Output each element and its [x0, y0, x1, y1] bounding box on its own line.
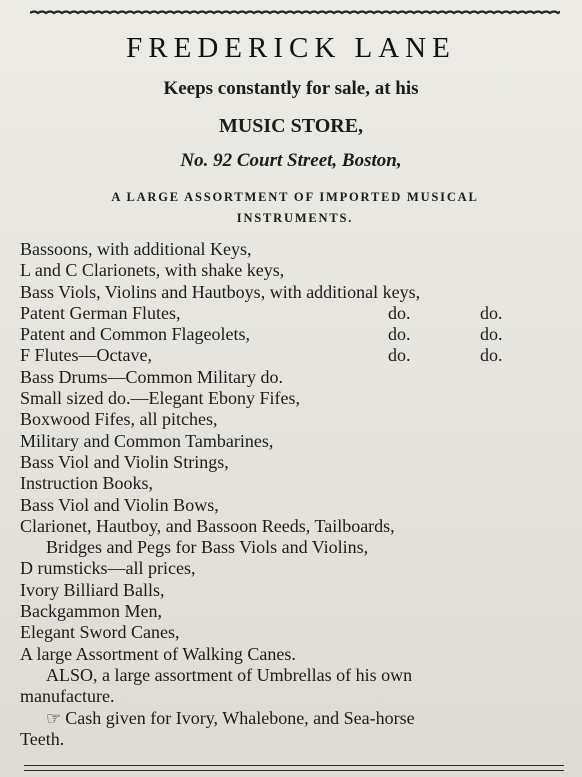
- list-item: Bass Viol and Violin Strings,: [20, 451, 229, 472]
- ditto-mark: do.: [388, 345, 411, 366]
- store-owner-title: FREDERICK LANE: [126, 32, 456, 64]
- list-item: A large Assortment of Walking Canes.: [20, 643, 296, 664]
- also-note-line-1: ALSO, a large assortment of Umbrellas of his own: [46, 664, 413, 685]
- headline-line-2: INSTRUMENTS.: [236, 211, 354, 225]
- list-item: Bassoons, with additional Keys,: [20, 239, 252, 259]
- ditto-mark: do.: [480, 302, 503, 323]
- list-item: Elegant Sword Canes,: [20, 622, 180, 643]
- also-note-line-2: manufacture.: [20, 686, 115, 707]
- list-item: [20, 303, 568, 324]
- headline-line-1: A LARGE ASSORTMENT OF IMPORTED MUSICAL: [111, 190, 479, 204]
- item-text: Patent German Flutes,: [20, 302, 181, 323]
- list-item: Backgammon Men,: [20, 601, 162, 622]
- item-text: F Flutes—Octave,: [20, 345, 152, 366]
- list-item: Clarionet, Hautboy, and Bassoon Reeds, Tailboards,: [20, 515, 395, 536]
- list-item: Ivory Billiard Balls,: [20, 579, 165, 600]
- wavy-top-border: [30, 7, 560, 19]
- store-name: MUSIC STORE,: [218, 115, 364, 137]
- ditto-mark: do.: [480, 324, 503, 345]
- list-item: D rumsticks—all prices,: [20, 558, 196, 579]
- ditto-mark: do.: [388, 302, 411, 323]
- cash-note-line-1: [20, 708, 568, 729]
- list-item: Bass Viol and Violin Bows,: [20, 494, 219, 515]
- cash-note-line-2: Teeth.: [20, 728, 65, 749]
- assortment-headline: [40, 187, 550, 229]
- list-item: [20, 324, 568, 345]
- pointing-hand-icon: ☞: [46, 708, 62, 728]
- list-item: Bridges and Pegs for Bass Viols and Violins,: [46, 537, 369, 558]
- item-text: Patent and Common Flageolets,: [20, 324, 250, 345]
- item-list: [20, 239, 568, 750]
- list-item: Military and Common Tambarines,: [20, 430, 274, 451]
- cash-note-text: Cash given for Ivory, Whalebone, and Sea-horse: [65, 707, 415, 728]
- store-address: No. 92 Court Street, Boston,: [180, 150, 402, 171]
- list-item: L and C Clarionets, with shake keys,: [20, 260, 285, 281]
- list-item: Bass Viols, Violins and Hautboys, with additional keys,: [20, 281, 421, 302]
- list-item: Boxwood Fifes, all pitches,: [20, 409, 218, 430]
- double-bottom-border: [24, 765, 564, 771]
- ditto-mark: do.: [388, 324, 411, 345]
- list-item: [20, 345, 568, 366]
- list-item: Bass Drums—Common Military do.: [20, 366, 284, 387]
- list-item: Small sized do.—Elegant Ebony Fifes,: [20, 388, 300, 409]
- subtitle: Keeps constantly for sale, at his: [163, 78, 419, 99]
- list-item: Instruction Books,: [20, 473, 153, 494]
- ditto-mark: do.: [480, 345, 503, 366]
